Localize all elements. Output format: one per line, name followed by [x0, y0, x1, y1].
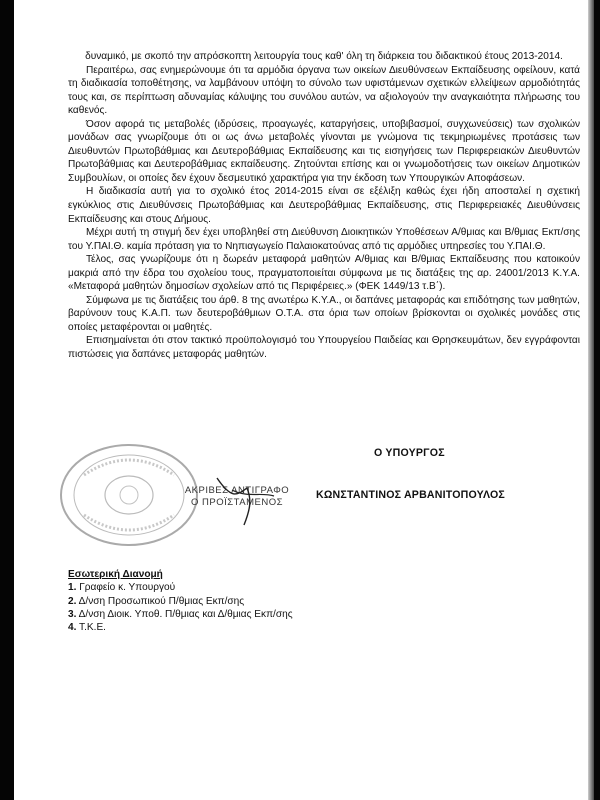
paragraph-6: Τέλος, σας γνωρίζουμε ότι η δωρεάν μεταφορά μαθητών Α/θμιας και Β/θμιας Εκπαίδευσης που κατοικούν μακριά από την έδρα του σχολείου τους, πραγματοποιείται σύμφωνα με τις διατάξεις της αρ. 24001/2013 Κ.Υ.Α. «Μεταφορά μαθητών δημοσίων σχολείων από τις Περιφέρειες.» (ΦΕΚ 1449/13 τ.Β΄).: [68, 254, 580, 293]
list-item: [68, 595, 293, 608]
list-item: [68, 621, 293, 634]
item-number: 4.: [68, 622, 77, 634]
item-text: Δ/νση Διοικ. Υποθ. Π/θμιας και Δ/θμιας Εκπ/σης: [78, 608, 293, 620]
internal-distribution: [68, 568, 293, 634]
signatory-title: Ο ΥΠΟΥΡΓΟΣ: [374, 447, 445, 459]
paragraph-8: Επισημαίνεται ότι στον τακτικό προϋπολογισμό του Υπουργείου Παιδείας και Θρησκευμάτων, δεν εγγράφονται πιστώσεις για δαπάνες μεταφοράς μαθητών.: [68, 335, 580, 361]
distribution-title: Εσωτερική Διανομή: [68, 569, 163, 580]
item-text: Τ.Κ.Ε.: [79, 622, 106, 634]
item-text: Γραφείο κ. Υπουργού: [79, 582, 176, 594]
paragraph-4: Η διαδικασία αυτή για το σχολικό έτος 2014-2015 είναι σε εξέλιξη καθώς έχει ήδη αποσταλεί η σχετική εγκύκλιος στις Διευθύνσεις Πρωτοβάθμιας και Δευτεροβάθμιας Εκπαίδευσης, στις Περιφερειακές Διευθύνσεις Εκπαίδευσης και στους Δήμους.: [68, 186, 580, 225]
item-number: 1.: [68, 582, 77, 594]
item-number: 3.: [68, 608, 77, 620]
signatory-name: ΚΩΝΣΤΑΝΤΙΝΟΣ ΑΡΒΑΝΙΤΟΠΟΥΛΟΣ: [316, 489, 505, 501]
letter-body: [68, 50, 580, 362]
handwritten-signature: [192, 470, 292, 530]
item-number: 2.: [68, 595, 77, 607]
paragraph-3: Όσον αφορά τις μεταβολές (ιδρύσεις, προαγωγές, καταργήσεις, υποβιβασμοί, συγχωνεύσεις) των σχολικών μονάδων σας γνωρίζουμε ότι οι ως άνω μεταβολές γίνονται με γνώμονα τις τεκμηριωμένες προτάσεις των Διευθυντών Πρωτοβάθμιας και Δευτεροβάθμιας Εκπαίδευσης και τις εισηγήσεις των Περιφερειακών Διευθυντών Πρωτοβάθμιας και Δευτεροβάθμιας εκπαίδευσης. Ζητούνται επίσης και οι γνωμοδοτήσεις των οικείων Δημοτικών Συμβουλίων, οι οποίες δεν έχουν δεσμευτικό χαρακτήρα για την έκδοση των Υπουργικών Αποφάσεων.: [68, 118, 580, 184]
paragraph-5: Μέχρι αυτή τη στιγμή δεν έχει υποβληθεί στη Διεύθυνση Διοικητικών Υποθέσεων Α/θμιας και Β/θμιας Εκπ/σης του Υ.ΠΑΙ.Θ. καμία πρόταση για το Νηπιαγωγείο Παλαιοκατούνας από τις αρμόδιες υπηρεσίες του Υ.ΠΑΙ.Θ.: [68, 227, 580, 252]
list-item: [68, 581, 293, 594]
list-item: [68, 608, 293, 621]
distribution-list: [68, 581, 293, 634]
item-text: Δ/νση Προσωπικού Π/θμιας Εκπ/σης: [78, 595, 245, 607]
document-page: [14, 0, 588, 800]
stamp-line-2: Ο ΠΡΟΪΣΤΑΜΕΝΟΣ: [191, 497, 283, 508]
paragraph-continuation: δυναμικό, με σκοπό την απρόσκοπτη λειτουργία τους καθ' όλη τη διάρκεια του διδακτικού έτους 2013-2014.: [85, 51, 563, 62]
paragraph-2: Περαιτέρω, σας ενημερώνουμε ότι τα αρμόδια όργανα των οικείων Διευθύνσεων Εκπαίδευσης οφείλουν, κατά τη διαδικασία τοποθέτησης, να λαμβάνουν υπόψη το σύνολο των υφιστάμενων σχετικών ελλείψεων αρμοδιότητάς τους και, σε περίπτωση αδυναμίας κάλυψης του συνόλου αυτών, να αξιολογούν την αναγκαιότητα πλήρωσης του καθενός.: [68, 64, 580, 117]
stamp-line-1: ΑΚΡΙΒΕΣ ΑΝΤΙΓΡΑΦΟ: [184, 485, 290, 496]
paragraph-7: Σύμφωνα με τις διατάξεις του άρθ. 8 της ανωτέρω Κ.Υ.Α., οι δαπάνες μεταφοράς και επιδότησης των μαθητών, βαρύνουν τους Κ.Α.Π. των δευτεροβάθμιων Ο.Τ.Α. στα όρια των οποίων βρίσκονται οι σχολικές μονάδες στις οποίες μεταφέρονται οι μαθητές.: [68, 294, 580, 333]
